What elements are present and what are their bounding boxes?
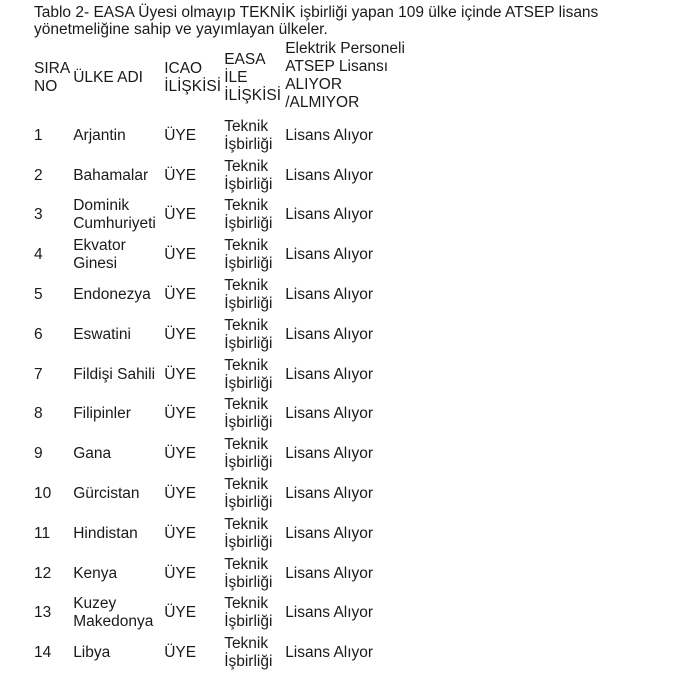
easa-relation-line-2: İşbirliği — [224, 255, 273, 273]
country-name-line-1: Bahamalar — [73, 166, 149, 184]
country-name-line-2: Ginesi — [73, 255, 118, 273]
header-atsep-line-2: ATSEP Lisansı — [285, 58, 388, 75]
cell-icao — [161, 633, 221, 673]
row-number: 5 — [34, 286, 43, 304]
atsep-license-status: Lisans Alıyor — [285, 166, 374, 184]
row-number: 10 — [34, 485, 52, 503]
cell-icao — [161, 554, 221, 594]
easa-relation-line-2: İşbirliği — [224, 374, 273, 392]
table-row — [31, 315, 482, 355]
country-name-line-2: Cumhuriyeti — [73, 215, 156, 233]
header-atsep-line-3: ALIYOR — [285, 76, 343, 93]
easa-relation-line-1: Teknik — [224, 157, 269, 175]
easa-relation-line-2: İşbirliği — [224, 295, 273, 313]
row-number: 8 — [34, 405, 43, 423]
icao-status: ÜYE — [164, 644, 197, 662]
atsep-license-status: Lisans Alıyor — [285, 286, 374, 304]
icao-status: ÜYE — [164, 206, 197, 224]
cell-country — [70, 434, 161, 474]
table-row — [31, 633, 482, 673]
country-name-line-1: Kenya — [73, 564, 118, 582]
easa-relation-line-1: Teknik — [224, 595, 269, 613]
easa-relation-line-1: Teknik — [224, 237, 269, 255]
cell-easa — [221, 156, 282, 196]
cell-country — [70, 594, 161, 634]
cell-atsep — [282, 594, 482, 634]
cell-easa — [221, 275, 282, 315]
country-name-line-1: Arjantin — [73, 126, 126, 144]
easa-relation-line-2: İşbirliği — [224, 175, 273, 193]
cell-country — [70, 315, 161, 355]
cell-no — [31, 434, 70, 474]
icao-status: ÜYE — [164, 126, 197, 144]
header-easa-line-2: İLE — [224, 69, 248, 86]
table-row — [31, 554, 482, 594]
atsep-license-status: Lisans Alıyor — [285, 325, 374, 343]
cell-no — [31, 196, 70, 236]
easa-relation-line-1: Teknik — [224, 117, 269, 135]
cell-atsep — [282, 514, 482, 554]
header-easa — [221, 40, 282, 116]
cell-easa — [221, 514, 282, 554]
easa-relation-line-2: İşbirliği — [224, 334, 273, 352]
easa-relation-line-1: Teknik — [224, 515, 269, 533]
atsep-license-status: Lisans Alıyor — [285, 246, 374, 264]
cell-easa — [221, 633, 282, 673]
row-number: 9 — [34, 445, 43, 463]
table-row — [31, 275, 482, 315]
easa-relation-line-1: Teknik — [224, 316, 269, 334]
cell-country — [70, 235, 161, 275]
table-row — [31, 116, 482, 156]
cell-atsep — [282, 633, 482, 673]
country-table — [31, 40, 482, 673]
header-sira-no — [31, 40, 70, 116]
cell-icao — [161, 514, 221, 554]
cell-atsep — [282, 275, 482, 315]
icao-status: ÜYE — [164, 286, 197, 304]
icao-status: ÜYE — [164, 524, 197, 542]
cell-country — [70, 156, 161, 196]
icao-status: ÜYE — [164, 445, 197, 463]
header-atsep-line-4: /ALMIYOR — [285, 94, 360, 111]
atsep-license-status: Lisans Alıyor — [285, 365, 374, 383]
atsep-license-status: Lisans Alıyor — [285, 206, 374, 224]
caption-line-1: Tablo 2- EASA Üyesi olmayıp TEKNİK işbirliği yapan 109 ülke içinde ATSEP lisans — [34, 4, 599, 21]
table-row — [31, 594, 482, 634]
cell-country — [70, 355, 161, 395]
row-number: 11 — [34, 524, 51, 542]
country-name-line-1: Hindistan — [73, 524, 138, 542]
table-row — [31, 156, 482, 196]
cell-icao — [161, 355, 221, 395]
table-body — [31, 116, 482, 673]
cell-icao — [161, 275, 221, 315]
row-number: 2 — [34, 166, 43, 184]
row-number: 3 — [34, 206, 43, 224]
easa-relation-line-1: Teknik — [224, 436, 269, 454]
row-number: 1 — [34, 126, 43, 144]
easa-relation-line-1: Teknik — [224, 356, 269, 374]
cell-easa — [221, 434, 282, 474]
easa-relation-line-1: Teknik — [224, 197, 269, 215]
cell-no — [31, 275, 70, 315]
easa-relation-line-2: İşbirliği — [224, 494, 273, 512]
cell-easa — [221, 315, 282, 355]
easa-relation-line-1: Teknik — [224, 555, 269, 573]
table-row — [31, 474, 482, 514]
easa-relation-line-2: İşbirliği — [224, 533, 273, 551]
table-row — [31, 235, 482, 275]
caption-line-2: yönetmeliğine sahip ve yayımlayan ülkeler. — [34, 21, 328, 38]
cell-easa — [221, 235, 282, 275]
cell-icao — [161, 395, 221, 435]
icao-status: ÜYE — [164, 485, 197, 503]
table-row — [31, 434, 482, 474]
icao-status: ÜYE — [164, 325, 197, 343]
cell-easa — [221, 116, 282, 156]
cell-icao — [161, 315, 221, 355]
country-name-line-1: Gana — [73, 445, 112, 463]
country-name-line-1: Kuzey — [73, 595, 117, 613]
cell-atsep — [282, 355, 482, 395]
cell-country — [70, 275, 161, 315]
cell-no — [31, 594, 70, 634]
cell-icao — [161, 116, 221, 156]
cell-no — [31, 474, 70, 514]
cell-country — [70, 514, 161, 554]
row-number: 12 — [34, 564, 52, 582]
easa-relation-line-2: İşbirliği — [224, 135, 273, 153]
atsep-license-status: Lisans Alıyor — [285, 126, 374, 144]
easa-relation-line-2: İşbirliği — [224, 454, 273, 472]
cell-no — [31, 554, 70, 594]
country-name-line-2: Makedonya — [73, 613, 154, 631]
cell-atsep — [282, 196, 482, 236]
cell-no — [31, 156, 70, 196]
icao-status: ÜYE — [164, 564, 197, 582]
icao-status: ÜYE — [164, 604, 197, 622]
header-atsep-line-1: Elektrik Personeli — [285, 40, 405, 57]
cell-atsep — [282, 315, 482, 355]
cell-icao — [161, 434, 221, 474]
cell-icao — [161, 235, 221, 275]
cell-icao — [161, 474, 221, 514]
easa-relation-line-2: İşbirliği — [224, 653, 273, 671]
cell-no — [31, 633, 70, 673]
header-atsep — [282, 40, 482, 116]
cell-atsep — [282, 434, 482, 474]
table-row — [31, 355, 482, 395]
icao-status: ÜYE — [164, 246, 197, 264]
country-name-line-1: Filipinler — [73, 405, 131, 423]
cell-country — [70, 554, 161, 594]
country-name-line-1: Fildişi Sahili — [73, 365, 156, 383]
table-row — [31, 196, 482, 236]
header-icao-line-2: İLİŞKİSİ — [164, 78, 222, 95]
cell-atsep — [282, 116, 482, 156]
table-row — [31, 395, 482, 435]
country-name-line-1: Ekvator — [73, 237, 126, 255]
header-icao-line-1: ICAO — [164, 60, 203, 77]
cell-country — [70, 633, 161, 673]
cell-country — [70, 196, 161, 236]
easa-relation-line-2: İşbirliği — [224, 414, 273, 432]
header-icao — [161, 40, 221, 116]
row-number: 7 — [34, 365, 43, 383]
country-name-line-1: Gürcistan — [73, 485, 140, 503]
cell-easa — [221, 474, 282, 514]
atsep-license-status: Lisans Alıyor — [285, 644, 374, 662]
atsep-license-status: Lisans Alıyor — [285, 445, 374, 463]
cell-atsep — [282, 554, 482, 594]
row-number: 13 — [34, 604, 52, 622]
icao-status: ÜYE — [164, 365, 197, 383]
cell-no — [31, 514, 70, 554]
cell-easa — [221, 196, 282, 236]
row-number: 4 — [34, 246, 43, 264]
atsep-license-status: Lisans Alıyor — [285, 524, 374, 542]
easa-relation-line-1: Teknik — [224, 277, 269, 295]
country-name-line-1: Eswatini — [73, 325, 131, 343]
atsep-license-status: Lisans Alıyor — [285, 564, 374, 582]
cell-easa — [221, 395, 282, 435]
country-name-line-1: Dominik — [73, 197, 130, 215]
easa-relation-line-1: Teknik — [224, 476, 269, 494]
cell-easa — [221, 594, 282, 634]
cell-atsep — [282, 474, 482, 514]
cell-no — [31, 395, 70, 435]
cell-country — [70, 116, 161, 156]
header-row — [31, 40, 482, 116]
country-name-line-1: Libya — [73, 644, 111, 662]
country-name-line-1: Endonezya — [73, 286, 151, 304]
easa-relation-line-2: İşbirliği — [224, 613, 273, 631]
cell-no — [31, 355, 70, 395]
row-number: 6 — [34, 325, 43, 343]
table-row — [31, 514, 482, 554]
cell-no — [31, 315, 70, 355]
header-sira-no-line-2: NO — [34, 78, 58, 95]
cell-country — [70, 395, 161, 435]
header-easa-line-1: EASA — [224, 51, 266, 68]
cell-easa — [221, 355, 282, 395]
cell-atsep — [282, 235, 482, 275]
icao-status: ÜYE — [164, 405, 197, 423]
easa-relation-line-1: Teknik — [224, 635, 269, 653]
atsep-license-status: Lisans Alıyor — [285, 485, 374, 503]
header-sira-no-line-1: SIRA — [34, 60, 71, 77]
table-caption — [34, 4, 674, 38]
cell-icao — [161, 156, 221, 196]
cell-no — [31, 235, 70, 275]
cell-no — [31, 116, 70, 156]
cell-atsep — [282, 395, 482, 435]
row-number: 14 — [34, 644, 52, 662]
icao-status: ÜYE — [164, 166, 197, 184]
table-header — [31, 40, 482, 116]
header-ulke-adi — [70, 40, 161, 116]
atsep-license-status: Lisans Alıyor — [285, 604, 374, 622]
easa-relation-line-2: İşbirliği — [224, 215, 273, 233]
cell-icao — [161, 594, 221, 634]
atsep-license-status: Lisans Alıyor — [285, 405, 374, 423]
easa-relation-line-2: İşbirliği — [224, 573, 273, 591]
cell-easa — [221, 554, 282, 594]
header-ulke-adi-text: ÜLKE ADI — [73, 69, 143, 86]
cell-country — [70, 474, 161, 514]
easa-relation-line-1: Teknik — [224, 396, 269, 414]
cell-icao — [161, 196, 221, 236]
header-easa-line-3: İLİŞKİSİ — [224, 87, 282, 104]
cell-atsep — [282, 156, 482, 196]
